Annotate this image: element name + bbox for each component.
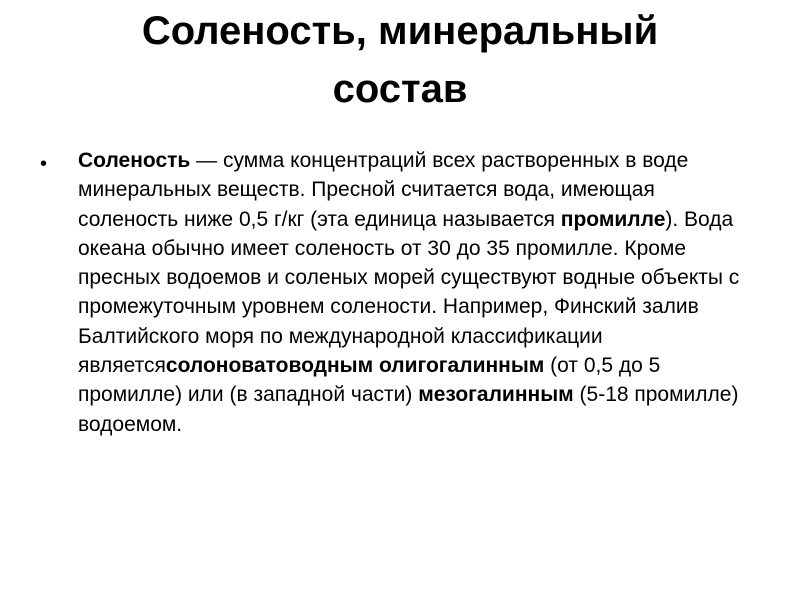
bullet-list — [40, 146, 740, 439]
salinity-paragraph — [78, 146, 740, 439]
bullet-icon: • — [40, 153, 48, 175]
paragraph-text-3: (от 0,5 до 5 промилле) или (в западной части) — [78, 354, 661, 407]
slide-title — [40, 2, 760, 118]
slide-title-line-2: состав — [332, 67, 468, 111]
term-promille: промилле — [560, 207, 666, 231]
term-brackish: солоноватоводным олигогалинным — [165, 354, 545, 378]
term-salinity: Соленость — [78, 149, 191, 172]
slide-title-line-1: Соленость, минеральный — [141, 9, 659, 53]
bullet-item — [40, 146, 740, 439]
paragraph-text-2: ). Вода океана обычно имеет соленость от 30 до 35 промилле. Кроме пресных водоемов и соленых морей существуют водные объекты с промежуточным уровнем солености. Например, Финский залив Балтийского моря по международной классификации является — [78, 207, 740, 378]
term-mesohaline: мезогалинным — [418, 383, 574, 407]
paragraph-text-4: (5-18 промилле) водоемом. — [78, 383, 739, 436]
paragraph-text-1: — сумма концентраций всех растворенных в воде минеральных веществ. Пресной считается вода, имеющая соленость ниже 0,5 г/кг (эта единица называется — [78, 149, 689, 231]
